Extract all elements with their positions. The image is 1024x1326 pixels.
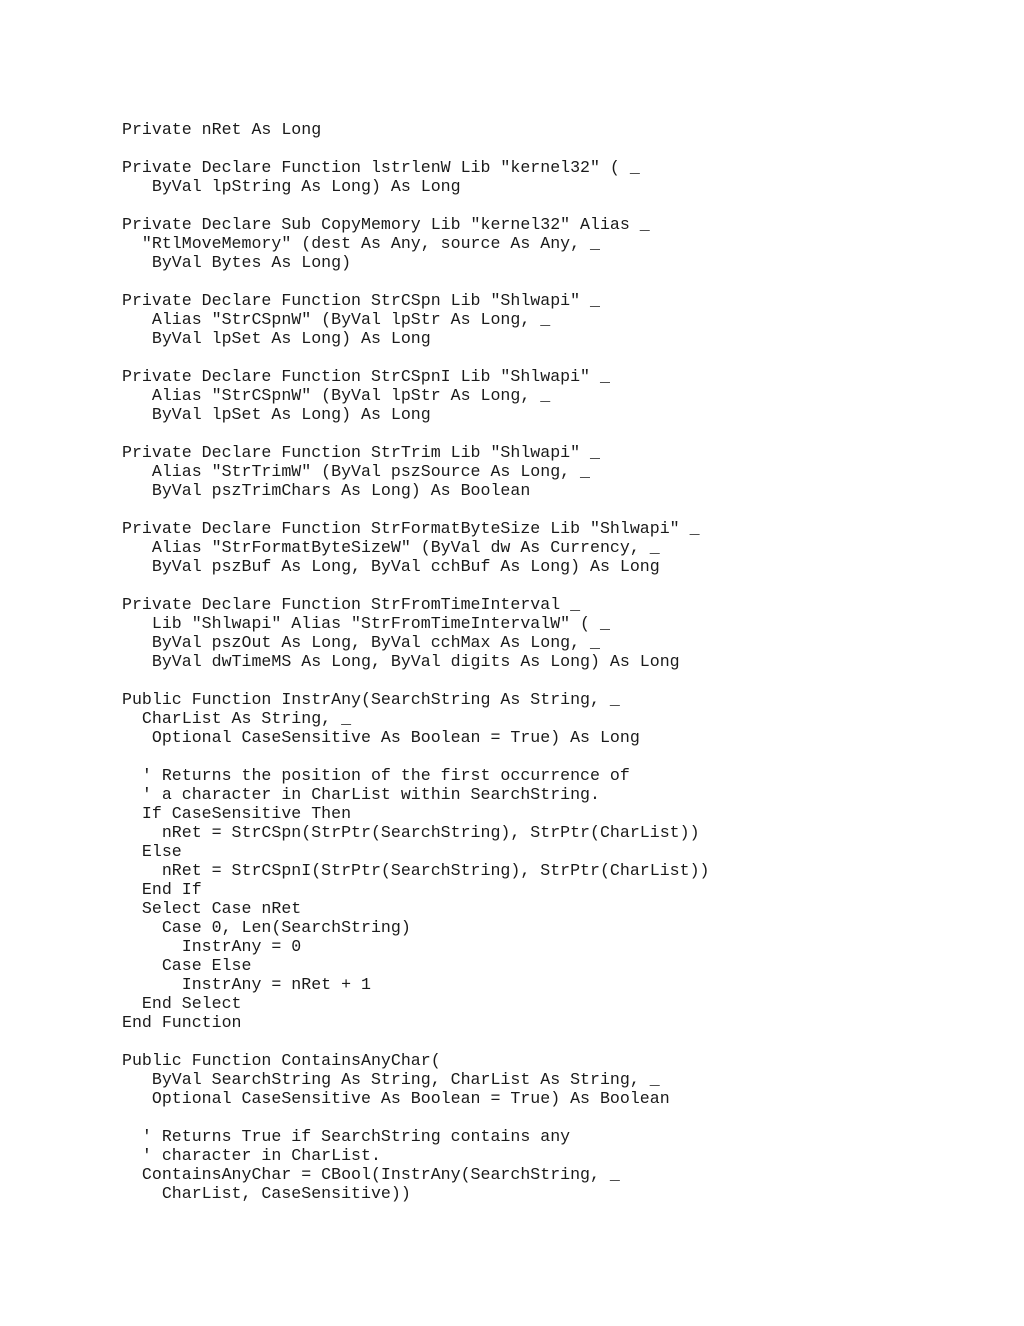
code-line: InstrAny = 0 [122, 937, 302, 956]
code-line: ' character in CharList. [122, 1146, 381, 1165]
code-line: ContainsAnyChar = CBool(InstrAny(SearchString, _ [122, 1165, 620, 1184]
code-line: nRet = StrCSpnI(StrPtr(SearchString), StrPtr(CharList)) [122, 861, 710, 880]
code-line: Optional CaseSensitive As Boolean = True) As Long [122, 728, 640, 747]
code-line: Optional CaseSensitive As Boolean = True) As Boolean [122, 1089, 670, 1108]
code-line: "RtlMoveMemory" (dest As Any, source As Any, _ [122, 234, 600, 253]
code-line: Alias "StrCSpnW" (ByVal lpStr As Long, _ [122, 310, 551, 329]
code-line: ByVal dwTimeMS As Long, ByVal digits As Long) As Long [122, 652, 680, 671]
blank-line [122, 424, 1002, 443]
code-line: Private Declare Function StrCSpn Lib "Shlwapi" _ [122, 291, 600, 310]
blank-line [122, 196, 1002, 215]
code-line: ByVal SearchString As String, CharList As String, _ [122, 1070, 660, 1089]
code-line: Private Declare Sub CopyMemory Lib "kernel32" Alias _ [122, 215, 650, 234]
code-line: Alias "StrFormatByteSizeW" (ByVal dw As Currency, _ [122, 538, 660, 557]
blank-line [122, 1032, 1002, 1051]
code-line: Public Function ContainsAnyChar( [122, 1051, 441, 1070]
code-line: ByVal pszBuf As Long, ByVal cchBuf As Long) As Long [122, 557, 660, 576]
code-line: ' Returns True if SearchString contains any [122, 1127, 571, 1146]
code-line: Else [122, 842, 182, 861]
code-line: CharList As String, _ [122, 709, 352, 728]
code-line: Private Declare Function StrFromTimeInterval _ [122, 595, 581, 614]
code-line: ByVal pszOut As Long, ByVal cchMax As Long, _ [122, 633, 600, 652]
code-listing [122, 120, 1002, 1203]
code-line: ' Returns the position of the first occurrence of [122, 766, 630, 785]
code-line: Lib "Shlwapi" Alias "StrFromTimeIntervalW" ( _ [122, 614, 610, 633]
code-line: Case Else [122, 956, 252, 975]
code-line: Select Case nRet [122, 899, 302, 918]
code-line: End Function [122, 1013, 242, 1032]
code-line: ByVal lpSet As Long) As Long [122, 405, 431, 424]
code-line: ByVal lpString As Long) As Long [122, 177, 461, 196]
code-line: Private Declare Function StrFormatByteSize Lib "Shlwapi" _ [122, 519, 700, 538]
code-line: InstrAny = nRet + 1 [122, 975, 371, 994]
code-line: Private nRet As Long [122, 120, 322, 139]
code-line: Private Declare Function lstrlenW Lib "kernel32" ( _ [122, 158, 640, 177]
code-line: End If [122, 880, 202, 899]
blank-line [122, 671, 1002, 690]
code-line: Private Declare Function StrTrim Lib "Shlwapi" _ [122, 443, 600, 462]
code-line: ' a character in CharList within SearchString. [122, 785, 600, 804]
code-line: ByVal lpSet As Long) As Long [122, 329, 431, 348]
blank-line [122, 272, 1002, 291]
code-line: End Select [122, 994, 242, 1013]
code-line: CharList, CaseSensitive)) [122, 1184, 411, 1203]
code-line: ByVal Bytes As Long) [122, 253, 352, 272]
blank-line [122, 139, 1002, 158]
blank-line [122, 348, 1002, 367]
code-line: Private Declare Function StrCSpnI Lib "Shlwapi" _ [122, 367, 610, 386]
code-line: Alias "StrCSpnW" (ByVal lpStr As Long, _ [122, 386, 551, 405]
blank-line [122, 747, 1002, 766]
code-line: Public Function InstrAny(SearchString As String, _ [122, 690, 620, 709]
blank-line [122, 500, 1002, 519]
blank-line [122, 1108, 1002, 1127]
code-line: ByVal pszTrimChars As Long) As Boolean [122, 481, 531, 500]
code-line: Case 0, Len(SearchString) [122, 918, 411, 937]
code-line: nRet = StrCSpn(StrPtr(SearchString), StrPtr(CharList)) [122, 823, 700, 842]
code-line: Alias "StrTrimW" (ByVal pszSource As Long, _ [122, 462, 591, 481]
blank-line [122, 576, 1002, 595]
code-line: If CaseSensitive Then [122, 804, 352, 823]
